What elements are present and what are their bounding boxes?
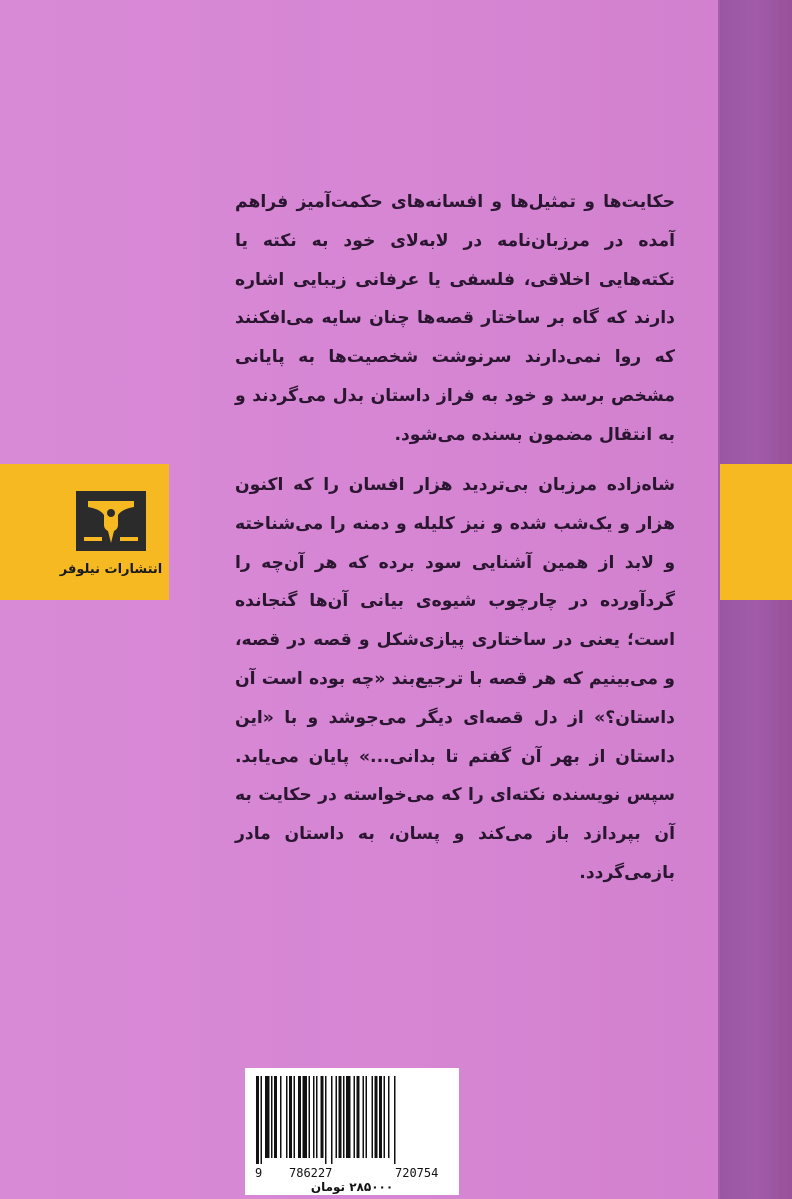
description-paragraph-2: شاه‌زاده مرزبان بی‌تردید هزار افسان را که اکنون هزار و یک‌شب شده و نیز کلیله و دمنه را می‌شناخته و لابد از همین آشنایی سود برده که هر آن‌چه را گردآورده در چارچوب شیوه‌ی بیانی آن‌ها گنجانده است؛ یعنی در ساختاری پیازی‌شکل و قصه در قصه، و می‌بینیم که هر قصه با ترجیع‌بند «چه بوده است آن داستان؟» از دل قصه‌ای دیگر می‌جوشد و با «این داستان از بهر آن گفتم تا بدانی...» پایان می‌یابد. سپس نویسنده نکته‌ای را که می‌خواسته در حکایت به آن بپردازد باز می‌کند و پسان، به داستان مادر بازمی‌گردد. bbox=[235, 475, 675, 883]
isbn-prefix: 9 bbox=[255, 1166, 263, 1180]
price-label: ۲۸۵۰۰۰ تومان bbox=[310, 1180, 394, 1194]
publisher-name: انتشارات نیلوفر bbox=[59, 562, 163, 577]
barcode-icon bbox=[254, 1076, 450, 1164]
spine-band bbox=[720, 464, 792, 600]
niloofar-logo-icon bbox=[76, 491, 146, 551]
isbn-right-group: 720754 bbox=[395, 1166, 439, 1180]
barcode-panel bbox=[245, 1068, 459, 1195]
isbn-left-group: 786227 bbox=[289, 1166, 333, 1180]
description-paragraph-1: حکایت‌ها و تمثیل‌ها و افسانه‌های حکمت‌آمیز فراهم آمده در مرزبان‌نامه در لابه‌لای خود به نکته یا نکته‌هایی اخلاقی، فلسفی یا عرفانی زیبایی اشاره دارند که گاه بر ساختار قصه‌ها چنان سایه می‌افکنند که روا نمی‌دارند سرنوشت شخصیت‌ها به پایانی مشخص برسد و خود به فراز داستان بدل می‌گردند و به انتقال مضمون بسنده می‌شود. bbox=[235, 192, 675, 445]
